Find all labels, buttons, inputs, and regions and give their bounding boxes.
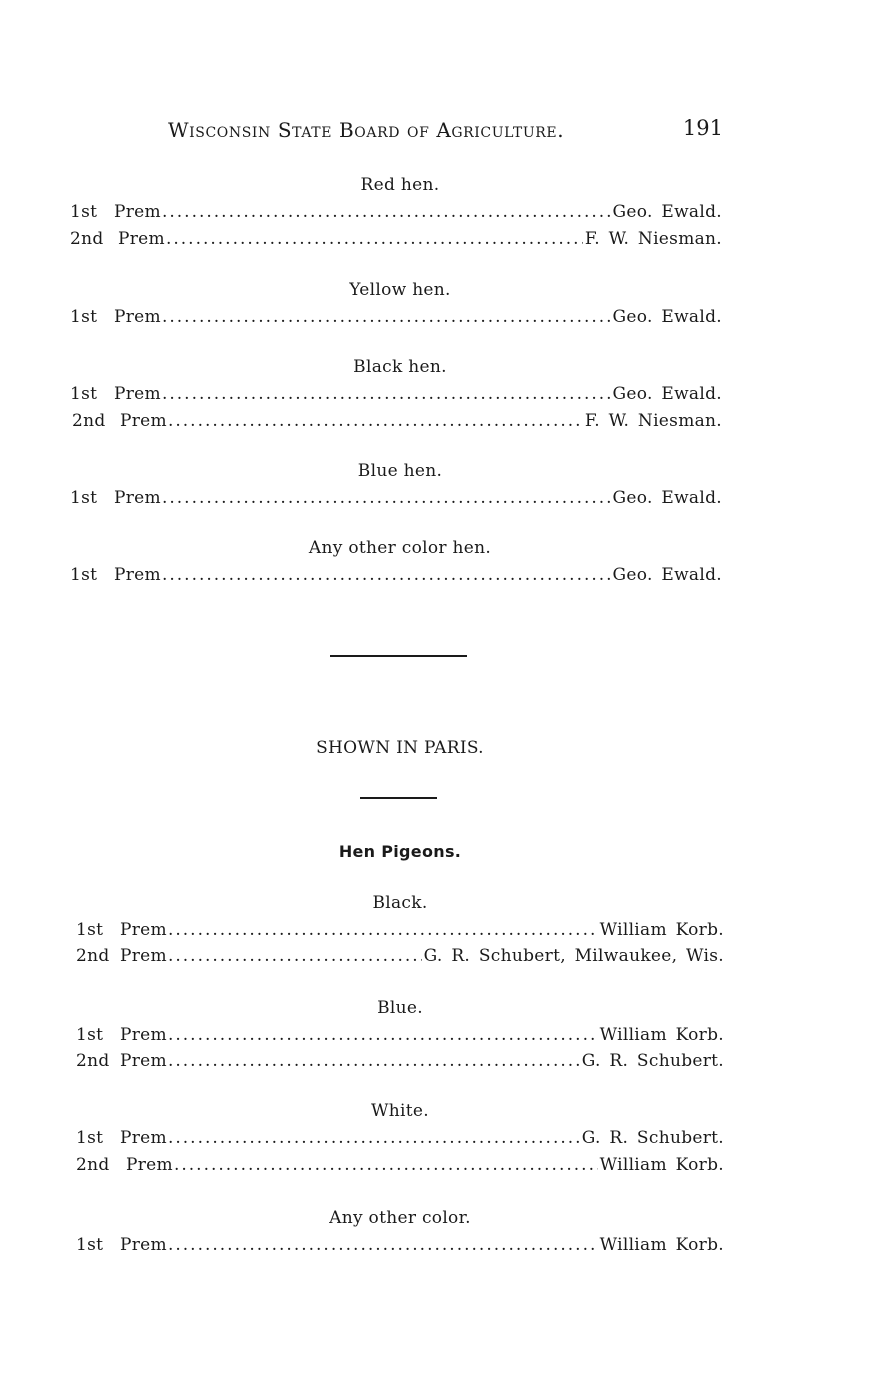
award-entry	[72, 411, 722, 431]
award-winner: Geo. Ewald.	[612, 307, 722, 327]
section-heading-other-hen: Any other color hen.	[308, 538, 492, 558]
award-place: 1st	[70, 384, 98, 404]
award-prem: Prem	[120, 1025, 167, 1045]
award-entry	[70, 565, 722, 585]
section-heading-other-color: Any other color.	[329, 1208, 471, 1228]
award-place: 1st	[76, 1235, 104, 1255]
award-prem: Prem	[114, 488, 161, 508]
dot-leader	[168, 920, 598, 940]
award-place: 2nd	[76, 1155, 110, 1175]
award-prem: Prem	[126, 1155, 173, 1175]
award-place: 1st	[76, 920, 104, 940]
page-number: 191	[682, 116, 723, 140]
award-winner: G. R. Schubert.	[581, 1128, 724, 1148]
award-entry	[76, 1128, 724, 1148]
dot-leader	[166, 229, 583, 249]
running-title: Wisconsin State Board of Agriculture.	[168, 118, 565, 142]
award-winner: William Korb.	[599, 1235, 724, 1255]
dot-leader	[168, 1235, 598, 1255]
award-winner: William Korb.	[599, 1025, 724, 1045]
section-heading-black: Black.	[372, 893, 428, 913]
award-prem: Prem	[114, 307, 161, 327]
award-place: 2nd	[72, 411, 106, 431]
award-place: 1st	[70, 202, 98, 222]
award-winner: Geo. Ewald.	[612, 488, 722, 508]
dot-leader	[162, 488, 611, 508]
dot-leader	[162, 384, 611, 404]
award-place: 1st	[70, 488, 98, 508]
award-entry	[76, 1155, 724, 1175]
award-winner: F. W. Niesman.	[584, 411, 722, 431]
award-prem: Prem	[114, 565, 161, 585]
award-winner: F. W. Niesman.	[584, 229, 722, 249]
dot-leader	[162, 202, 611, 222]
award-place: 1st	[76, 1025, 104, 1045]
award-entry	[70, 229, 722, 249]
award-winner: Geo. Ewald.	[612, 384, 722, 404]
dot-leader	[162, 307, 611, 327]
award-winner: William Korb.	[599, 920, 724, 940]
award-winner: Geo. Ewald.	[612, 565, 722, 585]
section-divider	[330, 655, 467, 657]
award-winner: Geo. Ewald.	[612, 202, 722, 222]
award-place: 1st	[76, 1128, 104, 1148]
award-entry	[70, 488, 722, 508]
dot-leader	[162, 565, 611, 585]
award-place: 1st	[70, 565, 98, 585]
award-place: 2nd	[76, 1051, 110, 1071]
award-entry	[76, 1235, 724, 1255]
dot-leader	[168, 1051, 580, 1071]
award-prem: Prem	[120, 1128, 167, 1148]
award-place: 1st	[70, 307, 98, 327]
award-entry	[76, 946, 724, 966]
award-winner: G. R. Schubert, Milwaukee, Wis.	[423, 946, 724, 966]
award-prem: Prem	[120, 946, 167, 966]
section-divider	[360, 797, 437, 799]
section-heading-hen-pigeons: Hen Pigeons.	[338, 842, 462, 861]
award-prem: Prem	[120, 1235, 167, 1255]
running-head	[168, 118, 723, 148]
award-entry	[76, 920, 724, 940]
award-entry	[70, 307, 722, 327]
dot-leader	[168, 1128, 580, 1148]
dot-leader	[168, 411, 583, 431]
award-place: 2nd	[70, 229, 104, 249]
award-prem: Prem	[120, 920, 167, 940]
dot-leader	[168, 946, 422, 966]
award-prem: Prem	[120, 1051, 167, 1071]
award-prem: Prem	[120, 411, 167, 431]
dot-leader	[174, 1155, 598, 1175]
award-entry	[76, 1051, 724, 1071]
award-entry	[70, 384, 722, 404]
dot-leader	[168, 1025, 598, 1045]
award-entry	[76, 1025, 724, 1045]
section-heading-shown-in-paris: SHOWN IN PARIS.	[316, 738, 484, 758]
award-prem: Prem	[118, 229, 165, 249]
award-place: 2nd	[76, 946, 110, 966]
section-heading-white: White.	[371, 1101, 429, 1121]
award-winner: G. R. Schubert.	[581, 1051, 724, 1071]
section-heading-blue-hen: Blue hen.	[357, 461, 443, 481]
award-entry	[70, 202, 722, 222]
section-heading-yellow-hen: Yellow hen.	[349, 280, 451, 300]
award-prem: Prem	[114, 384, 161, 404]
section-heading-black-hen: Black hen.	[353, 357, 447, 377]
section-heading-red-hen: Red hen.	[360, 175, 440, 195]
award-winner: William Korb.	[599, 1155, 724, 1175]
section-heading-blue: Blue.	[377, 998, 423, 1018]
award-prem: Prem	[114, 202, 161, 222]
